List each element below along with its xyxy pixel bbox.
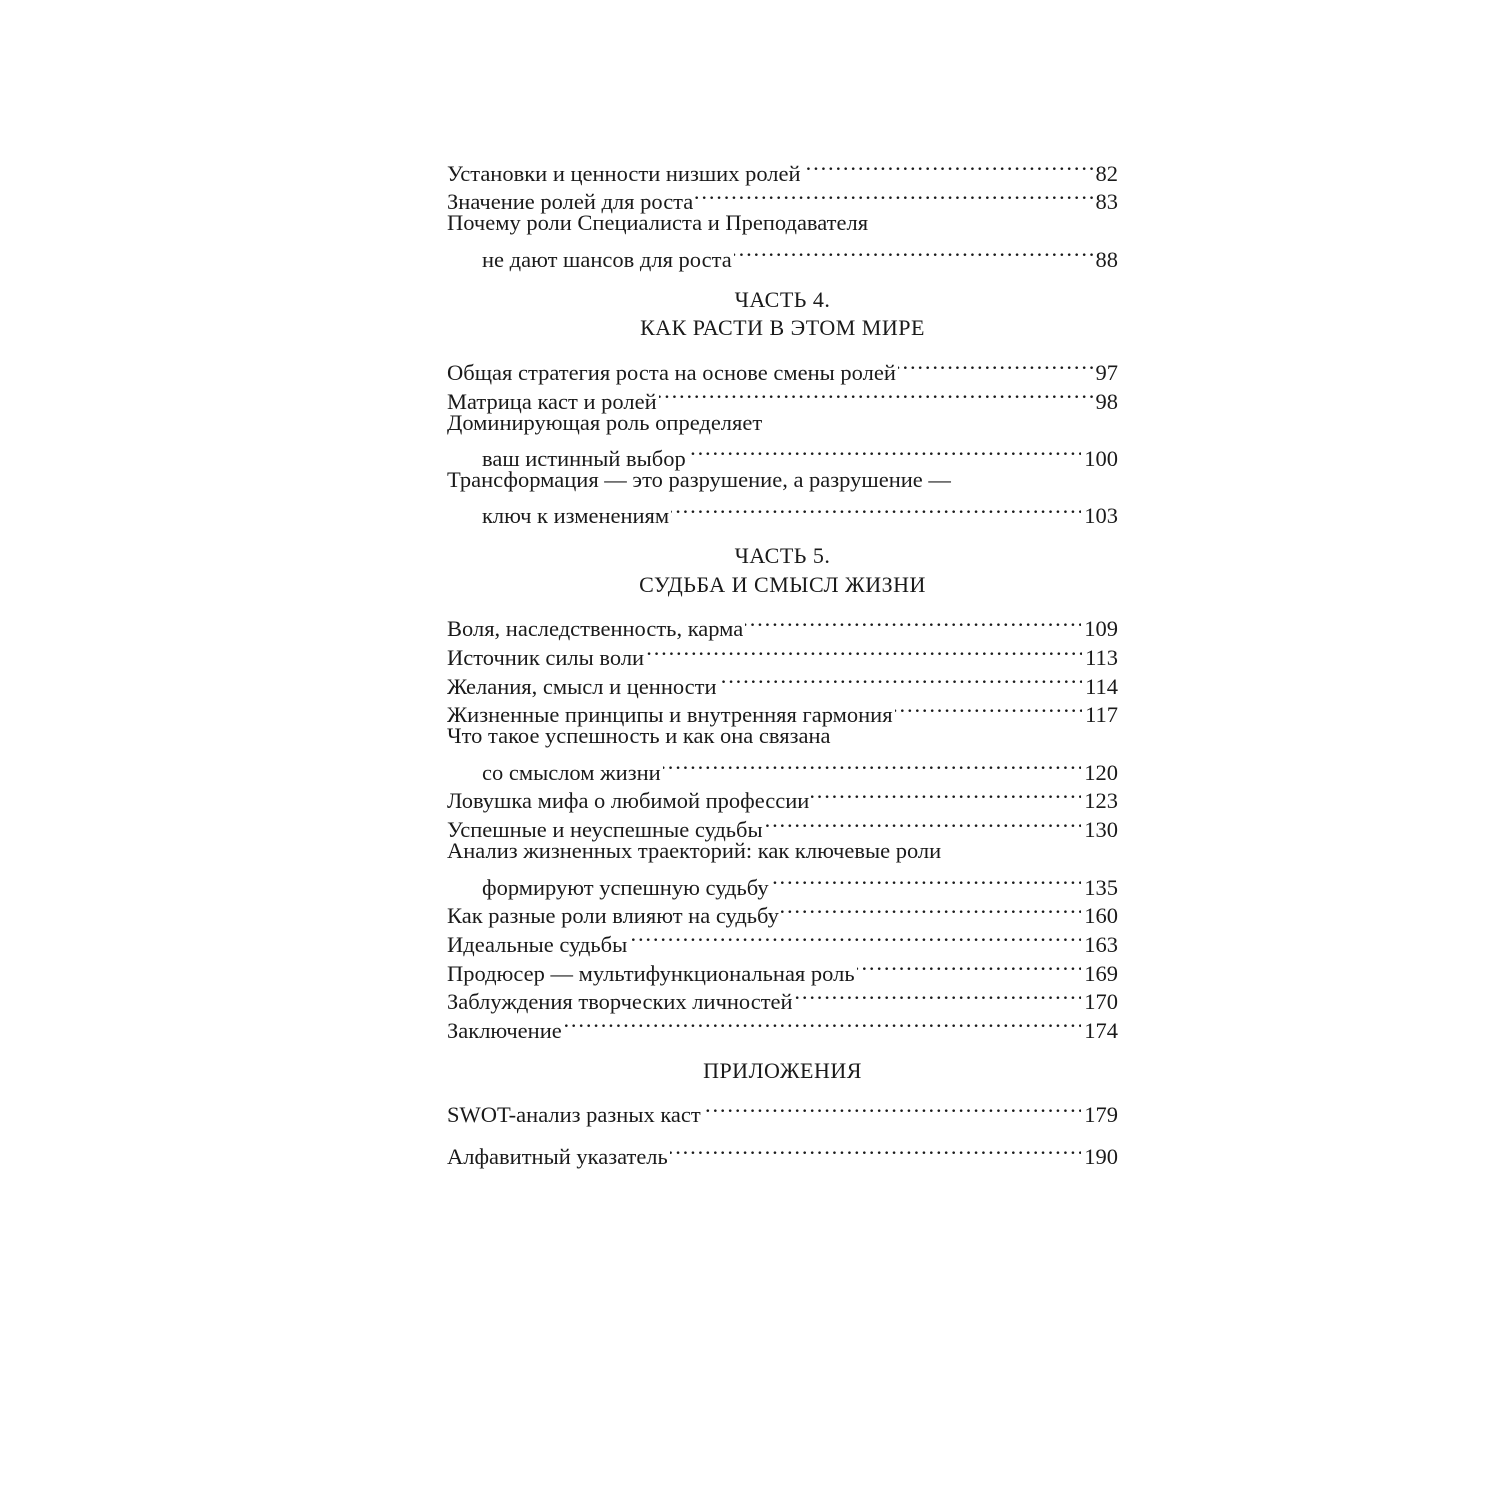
toc-page-number: 88 (1095, 246, 1118, 272)
part-label: ЧАСТЬ 5. (734, 543, 831, 569)
toc-page-number: 123 (1084, 788, 1118, 814)
toc-page-number: 83 (1095, 189, 1118, 215)
toc-page-number: 190 (1084, 1144, 1118, 1169)
dot-leader (629, 923, 1081, 952)
toc-page-number: 179 (1084, 1102, 1118, 1128)
toc-entry-title-continued: ключ к изменениям (482, 503, 670, 529)
toc-entry[interactable] (447, 1094, 1118, 1128)
toc-entry[interactable] (447, 409, 1118, 471)
dot-leader (688, 437, 1082, 466)
toc-page-number: 160 (1084, 903, 1118, 929)
toc-entry-title: Алфавитный указатель (447, 1144, 668, 1169)
toc-entry-title: Продюсер — мультифункциональная роль (447, 960, 855, 986)
part-title: КАК РАСТИ В ЭТОМ МИРЕ (640, 315, 925, 341)
toc-page-number: 113 (1085, 645, 1118, 670)
toc-page-number: 114 (1085, 673, 1118, 699)
toc-page-number: 120 (1084, 759, 1118, 785)
dot-leader (765, 808, 1082, 837)
dot-leader (564, 1009, 1082, 1038)
toc-entry-title-continued: со смыслом жизни (482, 759, 661, 785)
toc-entry-title: Жизненные принципы и внутренняя гармония (447, 702, 893, 728)
dot-leader (703, 1094, 1082, 1123)
dot-leader (646, 636, 1082, 665)
toc-entry-title: Как разные роли влияют на судьбу (447, 903, 779, 929)
toc-entry-title-continued: не дают шансов для роста (482, 246, 732, 272)
toc-page-number: 169 (1084, 960, 1118, 986)
dot-leader (803, 152, 1093, 181)
toc-entry-title-continued: формируют успешную судьбу (482, 874, 769, 900)
toc-page-number: 135 (1084, 874, 1118, 900)
toc-entry[interactable] (447, 837, 1118, 900)
toc-appendix (447, 1057, 1118, 1169)
toc-entry[interactable] (447, 351, 1118, 385)
toc-entry-title: Заключение (447, 1017, 562, 1043)
toc-entry-title: Идеальные судьбы (447, 931, 628, 957)
toc-group-intro (447, 152, 1118, 272)
toc-page-number: 82 (1095, 160, 1118, 186)
toc-entry[interactable] (447, 608, 1118, 642)
toc-part-4 (447, 286, 1118, 529)
dot-leader (795, 981, 1082, 1010)
toc-page-number: 170 (1084, 989, 1118, 1015)
toc-page-number: 100 (1084, 445, 1118, 471)
toc-entry-title: Почему роли Специалиста и Преподавателя (447, 210, 869, 236)
toc-entry[interactable] (447, 722, 1118, 785)
toc-page-number: 103 (1084, 503, 1118, 529)
dot-leader (898, 351, 1093, 380)
toc-entry-title: SWOT-анализ разных каст (447, 1102, 701, 1128)
dot-leader (811, 780, 1081, 809)
dot-leader (857, 952, 1082, 981)
toc-page-number: 130 (1084, 817, 1118, 843)
toc-page-number: 97 (1095, 359, 1118, 385)
toc-entry-title: Воля, наследственность, карма (447, 616, 744, 642)
toc-entry[interactable] (447, 209, 1118, 272)
toc-part-5 (447, 542, 1118, 1043)
dot-leader (781, 895, 1081, 924)
dot-leader (670, 1135, 1081, 1164)
dot-leader (671, 495, 1081, 524)
dot-leader (695, 181, 1092, 210)
toc-entry-title: Доминирующая роль определяет (447, 409, 763, 435)
appendix-title: ПРИЛОЖЕНИЯ (703, 1057, 862, 1083)
toc-page-number: 163 (1084, 931, 1118, 957)
toc-entry[interactable] (447, 1135, 1118, 1169)
dot-leader (719, 665, 1083, 694)
toc-page-number: 109 (1084, 616, 1118, 642)
toc-entry-title: Общая стратегия роста на основе смены ролей (447, 359, 896, 385)
toc-entry-title: Желания, смысл и ценности (447, 673, 717, 699)
dot-leader (663, 751, 1082, 780)
dot-leader (771, 866, 1082, 895)
table-of-contents (447, 152, 1118, 1169)
dot-leader (745, 608, 1081, 637)
toc-entry[interactable] (447, 466, 1118, 529)
toc-entry-title: Матрица каст и ролей (447, 388, 657, 414)
toc-entry[interactable] (447, 152, 1118, 186)
toc-entry-title: Анализ жизненных траекторий: как ключевые роли (447, 838, 942, 864)
toc-page-number: 98 (1095, 388, 1118, 414)
toc-page-number: 117 (1085, 702, 1118, 728)
part-label: ЧАСТЬ 4. (734, 286, 831, 312)
toc-entry-title: Установки и ценности низших ролей (447, 160, 801, 186)
toc-entry-title: Источник силы воли (447, 645, 645, 670)
toc-entry-title: Успешные и неуспешные судьбы (447, 817, 763, 843)
dot-leader (734, 238, 1093, 267)
toc-entry-title-continued: ваш истинный выбор (482, 445, 686, 471)
dot-leader (895, 694, 1083, 723)
toc-entry-title: Значение ролей для роста (447, 189, 694, 215)
toc-entry-title: Что такое успешность и как она связана (447, 723, 831, 749)
part-title: СУДЬБА И СМЫСЛ ЖИЗНИ (639, 571, 926, 597)
dot-leader (659, 380, 1093, 409)
toc-page-number: 174 (1084, 1017, 1118, 1043)
toc-entry-title: Ловушка мифа о любимой профессии (447, 788, 810, 814)
toc-entry-title: Заблуждения творческих личностей (447, 989, 793, 1015)
toc-entry-title: Трансформация — это разрушение, а разрушение — (447, 466, 951, 492)
